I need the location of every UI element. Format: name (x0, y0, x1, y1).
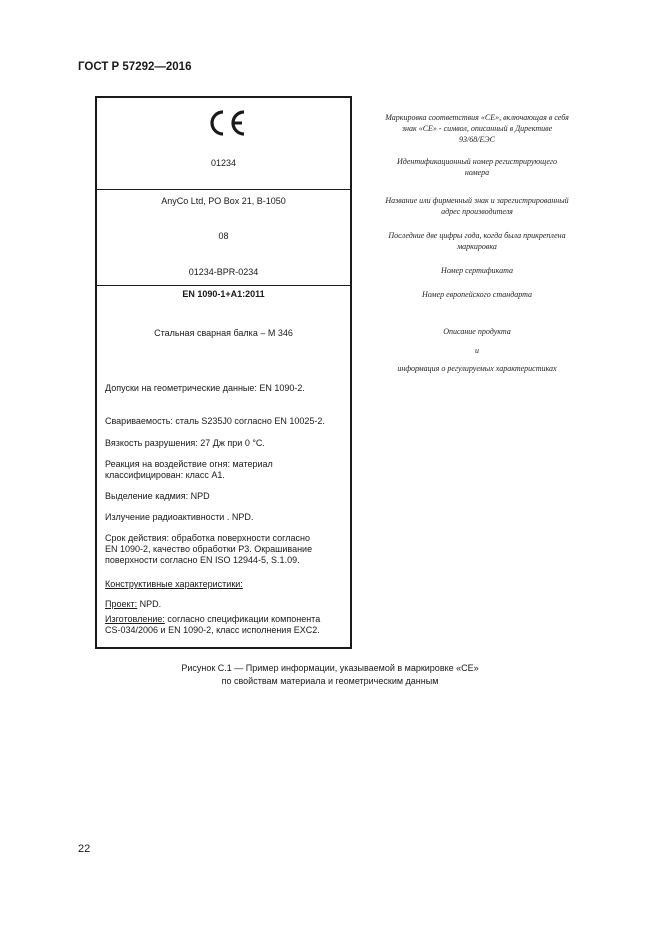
note-text: Маркировка соответствия «СЕ», включающая в себя (385, 113, 569, 122)
structural-heading: Конструктивные характеристики: (105, 579, 243, 589)
note-product: Описание продукта (443, 327, 511, 336)
caption-line: Рисунок С.1 — Пример информации, указываемой в маркировке «СЕ» (181, 663, 479, 673)
note-manufacturer (362, 195, 592, 217)
marking-year: 08 (218, 231, 229, 241)
note-standard: Номер европейского стандарта (421, 290, 533, 299)
characteristic-line: поверхности согласно EN ISO 12944-5, S.1.09. (105, 555, 300, 565)
standard-number: EN 1090-1+A1:2011 (182, 289, 265, 299)
characteristic-line: Реакция на воздействие огня: материал (105, 459, 273, 469)
characteristic-line: Вязкость разрушения: 27 Дж при 0 °С. (105, 438, 265, 448)
ce-marking-frame (95, 96, 352, 649)
characteristic-line: Излучение радиоактивности . NPD. (105, 512, 254, 522)
manufacture-line (105, 614, 345, 625)
ce-section (97, 98, 350, 190)
characteristic-line: Выделение кадмия: NPD (105, 491, 210, 501)
manufacturer-address: AnyCo Ltd, PO Box 21, B-1050 (161, 196, 286, 206)
note-text: знак «СЕ» - символ, описанный в Директиве (401, 124, 553, 133)
characteristic-line: EN 1090-2, качество обработки Р3. Окрашивание (105, 544, 313, 554)
figure-caption (160, 662, 500, 688)
manufacture-text: согласно спецификации компонента (164, 614, 321, 624)
product-section (97, 285, 350, 647)
design-value: NPD. (137, 599, 162, 609)
product-description: Стальная сварная балка – M 346 (154, 328, 293, 338)
manufacturer-section (97, 189, 350, 286)
caption-line: по свойствам материала и геометрическим данным (221, 676, 439, 686)
design-line (105, 599, 345, 610)
note-certificate: Номер сертификата (441, 266, 513, 275)
note-year (362, 230, 592, 252)
characteristic-line: Срок действия: обработка поверхности согласно (105, 533, 310, 543)
page-number: 22 (78, 843, 91, 855)
characteristic-line: классифицирован: класс А1. (105, 470, 225, 480)
note-text: Идентификационный номер регистрирующего (396, 157, 558, 166)
note-text: Название или фирменный знак и зарегистрированный (385, 196, 569, 205)
characteristic-line: Свариваемость: сталь S235J0 согласно EN 10025-2. (105, 416, 325, 426)
design-label: Проект: (105, 599, 138, 609)
note-text: номера (464, 168, 490, 177)
manufacture-line-2: CS-034/2006 и EN 1090-2, класс исполнения EXC2. (105, 625, 320, 635)
note-text: маркировка (457, 242, 497, 251)
note-and: и (475, 346, 479, 355)
note-ce-marking (362, 112, 592, 145)
certificate-number: 01234-BPR-0234 (188, 267, 259, 277)
note-id-number (362, 156, 592, 178)
note-characteristics: информация о регулируемых характеристиках (397, 364, 557, 373)
note-text: Последние две цифры года, когда была прикреплена (388, 231, 566, 240)
document-header: ГОСТ Р 57292—2016 (78, 61, 192, 73)
notified-body-id: 01234 (210, 158, 237, 168)
manufacture-label: Изготовление: (105, 614, 165, 624)
note-text: 93/68/ЕЭС (459, 135, 495, 144)
note-text: адрес производителя (441, 207, 513, 216)
ce-mark-icon (205, 108, 249, 138)
characteristic-line: Допуски на геометрические данные: EN 1090-2. (105, 383, 305, 393)
